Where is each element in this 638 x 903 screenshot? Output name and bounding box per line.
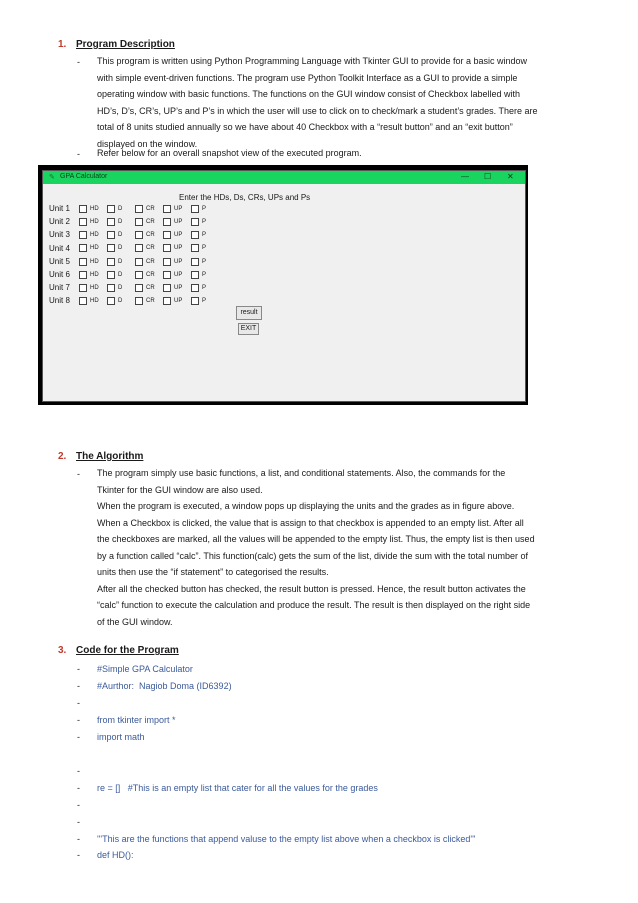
grade-label: HD [90, 245, 99, 252]
grade-label: P [202, 245, 207, 252]
grade-label: CR [146, 258, 155, 265]
bullet: - [77, 469, 80, 479]
grade-checkbox[interactable] [163, 231, 171, 239]
section-number: 2. [58, 451, 67, 462]
grade-checkbox[interactable] [79, 271, 87, 279]
grade-checkbox[interactable] [191, 297, 199, 305]
grade-label: UP [174, 285, 183, 292]
section-number: 1. [58, 39, 67, 50]
bullet: - [77, 149, 80, 159]
description-paragraph [97, 53, 602, 152]
unit-label: Unit 6 [49, 270, 70, 279]
bullet: - [77, 800, 80, 810]
bullet: - [77, 732, 80, 742]
text-line: with simple event-driven functions. The program use Python Toolkit Interface as a GUI to provide a simple [97, 72, 518, 83]
code-line: from tkinter import * [97, 715, 176, 725]
text-line: This program is written using Python Programming Language with Tkinter GUI to provide for a basic window [97, 56, 528, 66]
unit-row [49, 244, 216, 255]
grade-label: P [202, 271, 207, 278]
maximize-button[interactable]: ☐ [484, 172, 492, 181]
grade-checkbox[interactable] [163, 258, 171, 266]
algorithm-paragraph [97, 465, 602, 630]
grade-checkbox[interactable] [79, 258, 87, 266]
text-line: “calc” function to execute the calculation and produce the result. The result is then displayed on the right side [97, 600, 531, 610]
gui-header: Enter the HDs, Ds, CRs, UPs and Ps [179, 193, 311, 202]
grade-label: P [202, 285, 207, 292]
grade-label: UP [174, 232, 183, 239]
grade-label: P [202, 219, 207, 226]
text-line: When the program is executed, a window pops up displaying the units and the grades as in figure above. [97, 501, 515, 511]
grade-checkbox[interactable] [135, 258, 143, 266]
grade-label: CR [146, 205, 155, 212]
grade-checkbox[interactable] [163, 297, 171, 305]
grade-label: UP [174, 219, 183, 226]
grade-label: UP [174, 205, 183, 212]
section-heading-2 [58, 451, 143, 462]
grade-label: D [118, 232, 123, 239]
text-line: After all the checked button has checked, the result button is pressed. Hence, the result button activates the [97, 583, 526, 594]
grade-checkbox[interactable] [79, 205, 87, 213]
grade-label: UP [174, 245, 183, 252]
bullet: - [77, 664, 80, 674]
grade-checkbox[interactable] [135, 205, 143, 213]
section-title: Program Description [76, 39, 175, 50]
exit-button[interactable]: EXIT [238, 323, 259, 335]
unit-label: Unit 2 [49, 217, 70, 227]
minimize-button[interactable]: — [461, 172, 469, 181]
grade-checkbox[interactable] [163, 244, 171, 252]
bullet: - [77, 681, 80, 691]
section-heading-1 [58, 39, 175, 50]
grade-label: CR [146, 232, 155, 239]
unit-label: Unit 8 [49, 296, 70, 306]
text-line: operating window with basic functions. The functions on the GUI window consist of Checkbox labelled with [97, 89, 521, 99]
text-line: by a function called “calc”. This function(calc) gets the sum of the list, divide the sum with the total number of [97, 550, 529, 561]
grade-checkbox[interactable] [107, 205, 115, 213]
window-titlebar [43, 171, 525, 184]
unit-label: Unit 1 [49, 204, 70, 213]
text-line: the checkboxes are marked, all the values will be appended to the empty list. Thus, the empty list is then used [97, 534, 535, 544]
grade-label: CR [146, 219, 155, 226]
grade-label: D [118, 258, 123, 265]
grade-checkbox[interactable] [79, 284, 87, 292]
text-line: HD’s, D’s, CR’s, UP’s and P’s in which the user will use to click on to check/mark a student’s grades. There are [97, 105, 538, 116]
grade-checkbox[interactable] [107, 218, 115, 226]
grade-checkbox[interactable] [107, 258, 115, 266]
unit-row [49, 257, 216, 268]
snapshot-note: Refer below for an overall snapshot view of the executed program. [97, 148, 362, 158]
code-line: def HD(): [97, 850, 134, 860]
grade-checkbox[interactable] [79, 231, 87, 239]
grade-label: D [118, 271, 123, 278]
grade-label: UP [174, 258, 183, 265]
grade-checkbox[interactable] [163, 205, 171, 213]
unit-label: Unit 7 [49, 283, 70, 293]
grade-label: HD [90, 298, 99, 305]
grade-label: UP [174, 298, 183, 305]
grade-label: D [118, 285, 123, 292]
grade-checkbox[interactable] [107, 231, 115, 239]
grade-checkbox[interactable] [135, 284, 143, 292]
grade-checkbox[interactable] [79, 297, 87, 305]
grade-checkbox[interactable] [135, 271, 143, 279]
grade-checkbox[interactable] [107, 297, 115, 305]
text-line: displayed on the window. [97, 138, 198, 149]
grade-label: HD [90, 232, 99, 239]
unit-label: Unit 3 [49, 230, 70, 240]
grade-label: UP [174, 271, 183, 278]
grade-label: P [202, 232, 207, 239]
grade-checkbox[interactable] [191, 244, 199, 252]
grade-label: P [202, 205, 207, 212]
text-line: total of 8 units studied annually so we have about 40 Checkbox with a “result button” and an “exit button” [97, 122, 513, 132]
grade-checkbox[interactable] [191, 284, 199, 292]
code-line: import math [97, 732, 145, 742]
grade-checkbox[interactable] [191, 271, 199, 279]
grade-checkbox[interactable] [135, 231, 143, 239]
grade-label: HD [90, 271, 99, 278]
grade-label: CR [146, 285, 155, 292]
grade-checkbox[interactable] [163, 271, 171, 279]
grade-label: HD [90, 219, 99, 226]
grade-checkbox[interactable] [135, 218, 143, 226]
bullet: - [77, 834, 80, 844]
code-line: #Aurthor: Nagiob Doma (ID6392) [97, 681, 232, 691]
code-line: re = [] #This is an empty list that cater for all the values for the grades [97, 783, 378, 793]
code-line: '''This are the functions that append valuse to the empty list above when a checkbox is clicked''' [97, 834, 476, 844]
bullet: - [77, 817, 80, 827]
grade-label: D [118, 245, 123, 252]
grade-checkbox[interactable] [135, 297, 143, 305]
unit-row [49, 204, 216, 215]
grade-checkbox[interactable] [107, 284, 115, 292]
grade-checkbox[interactable] [191, 258, 199, 266]
gui-window [42, 170, 526, 402]
unit-row [49, 217, 216, 228]
unit-label: Unit 5 [49, 256, 70, 266]
text-line: of the GUI window. [97, 616, 173, 627]
bullet: - [77, 783, 80, 793]
grade-checkbox[interactable] [191, 218, 199, 226]
section-title: The Algorithm [76, 451, 144, 462]
unit-label: Unit 4 [49, 243, 70, 253]
grade-label: CR [146, 245, 155, 252]
grade-checkbox[interactable] [107, 271, 115, 279]
unit-row [49, 230, 216, 241]
grade-label: HD [90, 285, 99, 292]
gui-screenshot [38, 165, 528, 405]
grade-checkbox[interactable] [135, 244, 143, 252]
section-heading-3 [58, 645, 179, 656]
text-line: units then use the “if statement” to categorised the results. [97, 567, 329, 577]
bullet: - [77, 850, 80, 860]
grade-label: P [202, 258, 207, 265]
grade-label: HD [90, 258, 99, 265]
grade-checkbox[interactable] [107, 244, 115, 252]
grade-label: D [118, 298, 123, 305]
text-line: The program simply use basic functions, a list, and conditional statements. Also, the commands for the [97, 468, 506, 478]
grade-checkbox[interactable] [191, 231, 199, 239]
window-title: GPA Calculator [60, 173, 108, 180]
text-line: Tkinter for the GUI window are also used. [97, 484, 263, 495]
section-title: Code for the Program [76, 645, 179, 656]
close-button[interactable]: ✕ [507, 172, 514, 181]
grade-checkbox[interactable] [79, 218, 87, 226]
grade-label: P [202, 298, 207, 305]
bullet: - [77, 698, 80, 708]
text-line: When a Checkbox is clicked, the value that is assign to that checkbox is appended to an empty list. After all [97, 517, 524, 528]
bullet: - [77, 766, 80, 776]
unit-row [49, 296, 216, 307]
unit-row [49, 283, 216, 294]
grade-checkbox[interactable] [163, 218, 171, 226]
grade-label: D [118, 205, 123, 212]
bullet: - [77, 57, 80, 67]
feather-icon: ✎ [49, 174, 55, 181]
grade-label: CR [146, 298, 155, 305]
grade-checkbox[interactable] [163, 284, 171, 292]
bullet: - [77, 715, 80, 725]
grade-label: D [118, 219, 123, 226]
result-button[interactable]: result [236, 306, 262, 320]
grade-label: CR [146, 271, 155, 278]
grade-checkbox[interactable] [79, 244, 87, 252]
code-line: #Simple GPA Calculator [97, 664, 193, 674]
section-number: 3. [58, 645, 67, 656]
grade-label: HD [90, 205, 99, 212]
grade-checkbox[interactable] [191, 205, 199, 213]
unit-row [49, 270, 216, 281]
